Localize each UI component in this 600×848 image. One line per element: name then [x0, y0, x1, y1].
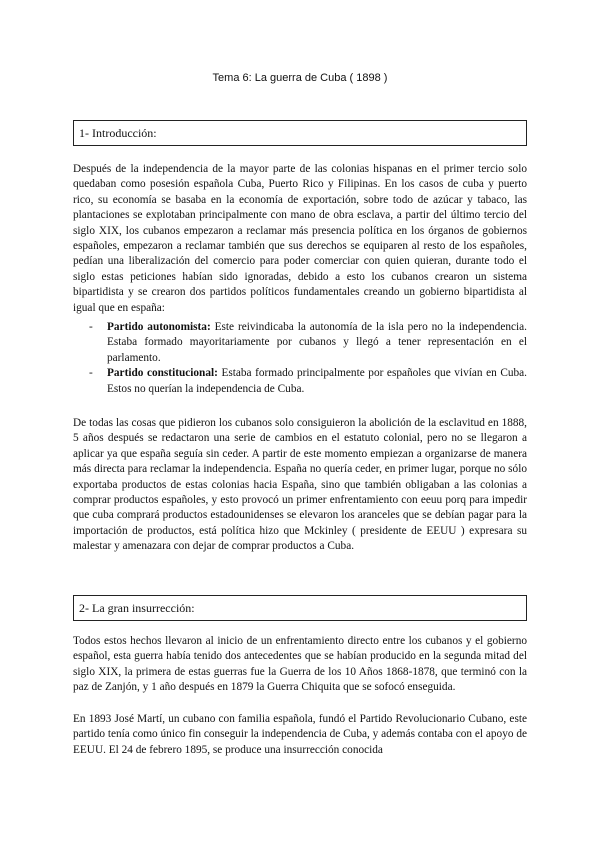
list-item-partido-autonomista: [73, 320, 527, 366]
document-title: Tema 6: La guerra de Cuba ( 1898 ): [212, 72, 388, 84]
list-item-partido-constitucional: [73, 366, 527, 397]
intro-paragraph-2: De todas las cosas que pidieron los cubanos solo consiguieron la abolición de la esclavitud en 1888, 5 años después se redactaron una serie de cambios en el estatuto colonial, pero no se llegaron a aplicar ya que españa seguía sin ceder. A partir de este momento empiezan a organizarse de manera más directa para reclamar la independencia. España no quería ceder, en primer lugar, porque no sólo exportaba productos de estas colonias hacia España, sino que también obligaban a las colonias a comprar productos españoles, y esto provocó un primer enfrentamiento con eeuu porq para impedir que cuba comprará productos estadounidenses se elevaron los aranceles que se debían pagar para la importación de productos, está política hizo que Mckinley ( presidente de EEUU ) expresara su malestar y amenazara con dejar de comprar productos a Cuba.: [73, 417, 527, 553]
party-term: Partido constitucional:: [107, 367, 218, 380]
section-heading-introduccion: 1- Introducción:: [73, 120, 527, 146]
party-list: [73, 320, 527, 397]
intro-paragraph-1: Después de la independencia de la mayor parte de las colonias hispanas en el primer tercio solo quedaban como posesión española Cuba, Puerto Rico y Filipinas. En los casos de cuba y puerto rico, su economía se basaba en la economía de exportación, sobre todo de azúcar y tabaco, las plantaciones se explotaban principalmente con mano de obra esclava, a partir del último tercio del siglo XIX, los cubanos empezaron a reclamar más presencia política en los órganos de gobiernos españoles, empezaron a reclamar también que sus derechos se equiparen al resto de los españoles, pedían una liberalización del comercio para poder comerciar con quien quieran, durante todo el siglo estas peticiones habían sido ignoradas, debido a esto los cubanos crearon un sistema bipartidista y se crearon dos partidos políticos fundamentales creando un gobierno bipartidista al igual que en españa:: [73, 163, 527, 314]
insurreccion-paragraph-2: En 1893 José Martí, un cubano con familia española, fundó el Partido Revolucionario Cubano, este partido tenía como único fin conseguir la independencia de Cuba, y además contaba con el apoyo de EEUU. El 24 de febrero 1895, se produce una insurrección conocida: [73, 713, 527, 756]
party-term: Partido autonomista:: [107, 321, 211, 333]
list-dash: -: [89, 367, 93, 380]
party-description: Estaba formado principalmente por españoles que vivían en Cuba. Estos no querían la independencia de Cuba.: [107, 367, 527, 395]
insurreccion-paragraph-1: Todos estos hechos llevaron al inicio de un enfrentamiento directo entre los cubanos y el gobierno español, esta guerra había tenido dos antecedentes que se habían producido en la segunda mitad del siglo XIX, la primera de estas guerras fue la Guerra de los 10 Años 1868-1878, que terminó con la paz de Zanjón, y 1 año después en 1879 la Guerra Chiquita que se sofocó enseguida.: [73, 635, 527, 694]
party-description: Este reivindicaba la autonomía de la isla pero no la independencia. Estaba formado mayoritariamente por cubanos y llegó a tener representación en el parlamento.: [107, 321, 527, 364]
section-heading-gran-insurreccion: 2- La gran insurrección:: [73, 595, 527, 621]
list-dash: -: [89, 321, 93, 333]
